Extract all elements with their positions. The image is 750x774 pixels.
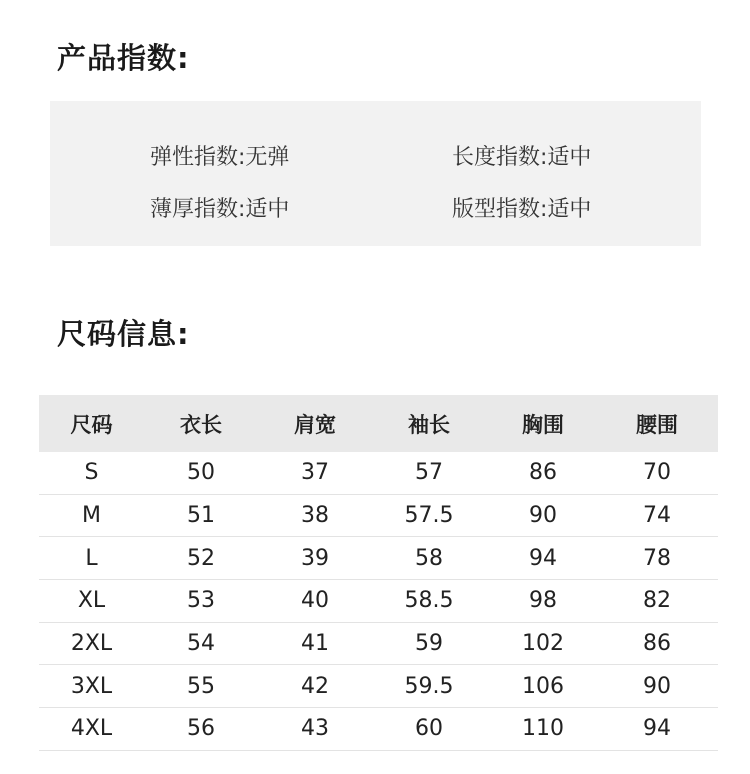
cell-waist: 90 — [643, 673, 671, 699]
table-row — [39, 580, 718, 623]
cell-size: XL — [77, 588, 106, 614]
cell-shoulder: 40 — [301, 588, 329, 614]
cell-length: 54 — [187, 631, 215, 657]
fit-index: 版型指数:适中 — [452, 197, 592, 222]
table-row — [39, 708, 718, 751]
header-sleeve: 袖长 — [408, 412, 450, 437]
cell-shoulder: 41 — [301, 631, 329, 657]
cell-sleeve: 58.5 — [404, 588, 454, 614]
cell-chest: 110 — [522, 716, 564, 742]
cell-size: M — [82, 503, 101, 529]
product-index-panel — [50, 101, 701, 246]
cell-length: 55 — [187, 673, 215, 699]
thickness-index: 薄厚指数:适中 — [150, 197, 290, 222]
header-shoulder: 肩宽 — [294, 412, 336, 437]
cell-chest: 102 — [522, 631, 564, 657]
cell-size: L — [85, 545, 98, 571]
cell-chest: 86 — [529, 460, 557, 486]
cell-shoulder: 37 — [301, 460, 329, 486]
size-table — [39, 395, 718, 751]
cell-length: 52 — [187, 545, 215, 571]
cell-waist: 94 — [643, 716, 671, 742]
length-index: 长度指数:适中 — [452, 145, 592, 170]
cell-chest: 90 — [529, 503, 557, 529]
cell-size: S — [84, 460, 99, 486]
cell-chest: 106 — [522, 673, 564, 699]
cell-sleeve: 57 — [415, 460, 443, 486]
size-info-title: 尺码信息: — [57, 317, 190, 351]
cell-waist: 82 — [643, 588, 671, 614]
cell-length: 53 — [187, 588, 215, 614]
table-row — [39, 537, 718, 580]
cell-sleeve: 58 — [415, 545, 443, 571]
elasticity-index: 弹性指数:无弹 — [150, 145, 290, 170]
table-row — [39, 665, 718, 708]
table-row — [39, 623, 718, 666]
size-table-body — [39, 452, 718, 751]
cell-size: 2XL — [70, 631, 113, 657]
cell-shoulder: 38 — [301, 503, 329, 529]
header-chest: 胸围 — [522, 412, 564, 437]
table-row — [39, 452, 718, 495]
cell-chest: 94 — [529, 545, 557, 571]
cell-shoulder: 43 — [301, 716, 329, 742]
cell-waist: 74 — [643, 503, 671, 529]
cell-length: 51 — [187, 503, 215, 529]
cell-sleeve: 60 — [415, 716, 443, 742]
cell-shoulder: 39 — [301, 545, 329, 571]
cell-sleeve: 59.5 — [404, 673, 454, 699]
cell-size: 3XL — [70, 673, 113, 699]
cell-waist: 86 — [643, 631, 671, 657]
cell-chest: 98 — [529, 588, 557, 614]
cell-size: 4XL — [70, 716, 113, 742]
table-row — [39, 495, 718, 538]
cell-sleeve: 59 — [415, 631, 443, 657]
product-index-title: 产品指数: — [57, 41, 190, 75]
cell-length: 50 — [187, 460, 215, 486]
cell-waist: 78 — [643, 545, 671, 571]
header-size: 尺码 — [70, 412, 113, 437]
header-length: 衣长 — [180, 412, 222, 437]
cell-waist: 70 — [643, 460, 671, 486]
cell-shoulder: 42 — [301, 673, 329, 699]
header-waist: 腰围 — [636, 412, 678, 437]
cell-sleeve: 57.5 — [404, 503, 454, 529]
cell-length: 56 — [187, 716, 215, 742]
size-table-header — [39, 395, 718, 452]
